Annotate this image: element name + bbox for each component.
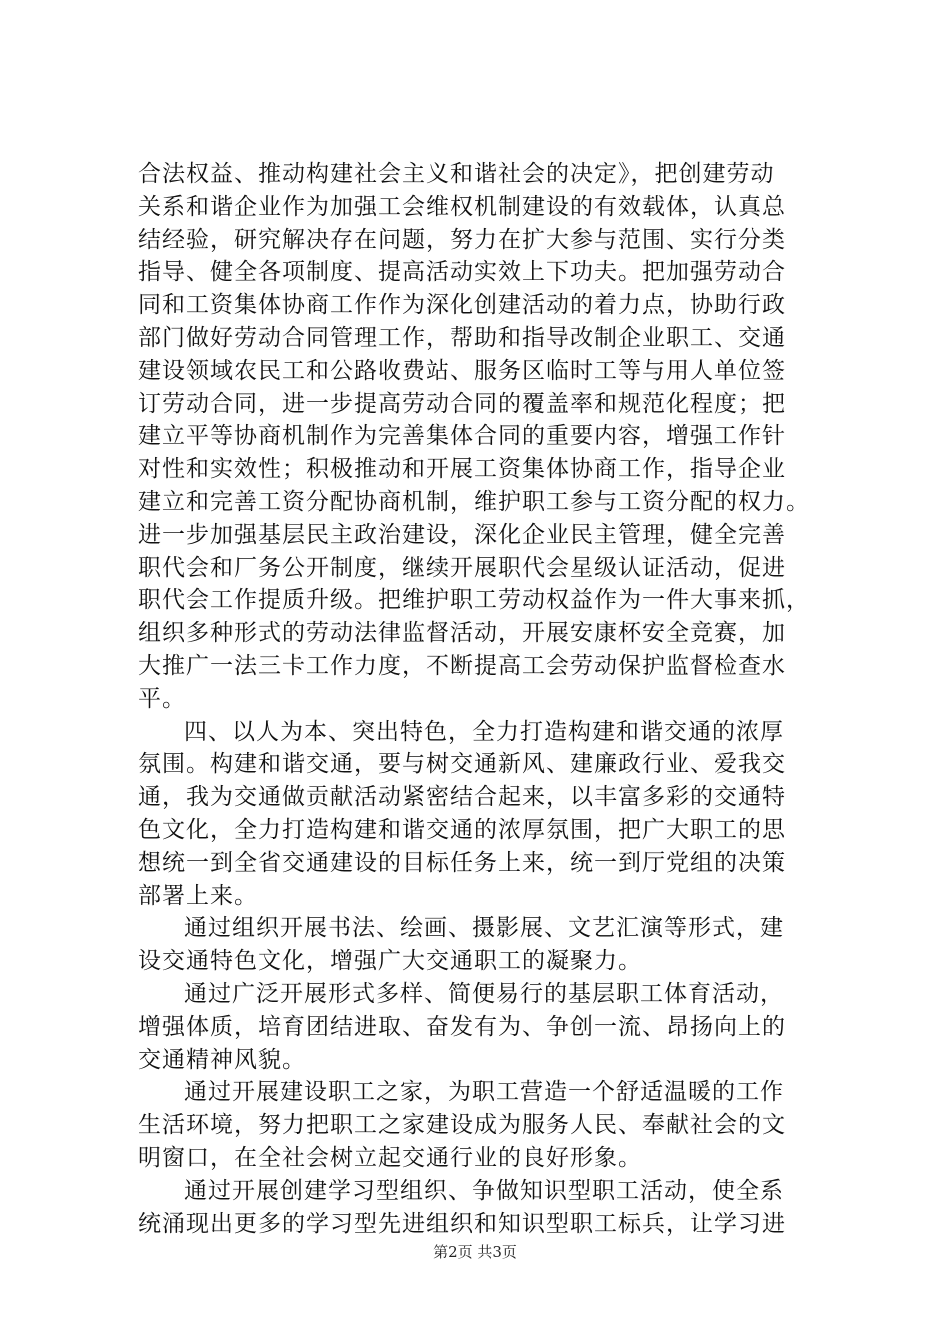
text-line: 大推广一法三卡工作力度，不断提高工会劳动保护监督检查水	[138, 652, 786, 679]
text-line: 部门做好劳动合同管理工作，帮助和指导改制企业职工、交通	[138, 324, 786, 351]
page-footer: 第2页 共3页	[433, 1243, 517, 1261]
text-line: 交通精神风貌。	[138, 1046, 306, 1073]
text-line: 通过开展建设职工之家，为职工营造一个舒适温暖的工作	[184, 1079, 784, 1106]
text-line: 通过组织开展书法、绘画、摄影展、文艺汇演等形式，建	[184, 915, 784, 942]
text-line: 进一步加强基层民主政治建设，深化企业民主管理，健全完善	[138, 521, 786, 548]
document-body	[138, 158, 818, 1240]
text-line: 平。	[138, 685, 186, 712]
text-line: 通过开展创建学习型组织、争做知识型职工活动，使全系	[184, 1177, 784, 1204]
text-line: 明窗口，在全社会树立起交通行业的良好形象。	[138, 1144, 642, 1171]
text-line: 想统一到全省交通建设的目标任务上来，统一到厅党组的决策	[138, 849, 786, 876]
text-line: 订劳动合同，进一步提高劳动合同的覆盖率和规范化程度；把	[138, 390, 786, 417]
text-line: 生活环境，努力把职工之家建设成为服务人民、奉献社会的文	[138, 1112, 786, 1139]
text-line: 对性和实效性；积极推动和开展工资集体协商工作，指导企业	[138, 456, 786, 483]
text-line: 结经验，研究解决存在问题，努力在扩大参与范围、实行分类	[138, 226, 786, 253]
text-line: 氛围。构建和谐交通，要与树交通新风、建廉政行业、爱我交	[138, 751, 786, 778]
text-line: 职代会工作提质升级。把维护职工劳动权益作为一件大事来抓，	[138, 587, 810, 614]
text-line: 关系和谐企业作为加强工会维权机制建设的有效载体，认真总	[138, 193, 786, 220]
text-line: 指导、健全各项制度、提高活动实效上下功夫。把加强劳动合	[138, 259, 786, 286]
text-line: 组织多种形式的劳动法律监督活动，开展安康杯安全竞赛，加	[138, 620, 786, 647]
text-line: 职代会和厂务公开制度，继续开展职代会星级认证活动，促进	[138, 554, 786, 581]
text-line: 部署上来。	[138, 882, 258, 909]
text-line: 合法权益、推动构建社会主义和谐社会的决定》，把创建劳动	[138, 161, 775, 187]
text-line: 同和工资集体协商工作作为深化创建活动的着力点，协助行政	[138, 292, 786, 319]
text-line: 增强体质，培育团结进取、奋发有为、争创一流、昂扬向上的	[138, 1013, 786, 1040]
text-line: 建立平等协商机制作为完善集体合同的重要内容，增强工作针	[138, 423, 786, 450]
text-line: 建立和完善工资分配协商机制，维护职工参与工资分配的权力。	[138, 488, 810, 515]
text-line: 统涌现出更多的学习型先进组织和知识型职工标兵，让学习进	[138, 1210, 786, 1237]
text-line: 设交通特色文化，增强广大交通职工的凝聚力。	[138, 948, 642, 975]
text-line: 色文化，全力打造构建和谐交通的浓厚氛围，把广大职工的思	[138, 816, 786, 843]
text-line: 建设领域农民工和公路收费站、服务区临时工等与用人单位签	[138, 357, 786, 384]
text-line: 通过广泛开展形式多样、简便易行的基层职工体育活动，	[184, 980, 784, 1007]
text-line: 四、以人为本、突出特色，全力打造构建和谐交通的浓厚	[184, 718, 784, 745]
text-line: 通，我为交通做贡献活动紧密结合起来，以丰富多彩的交通特	[138, 784, 786, 811]
